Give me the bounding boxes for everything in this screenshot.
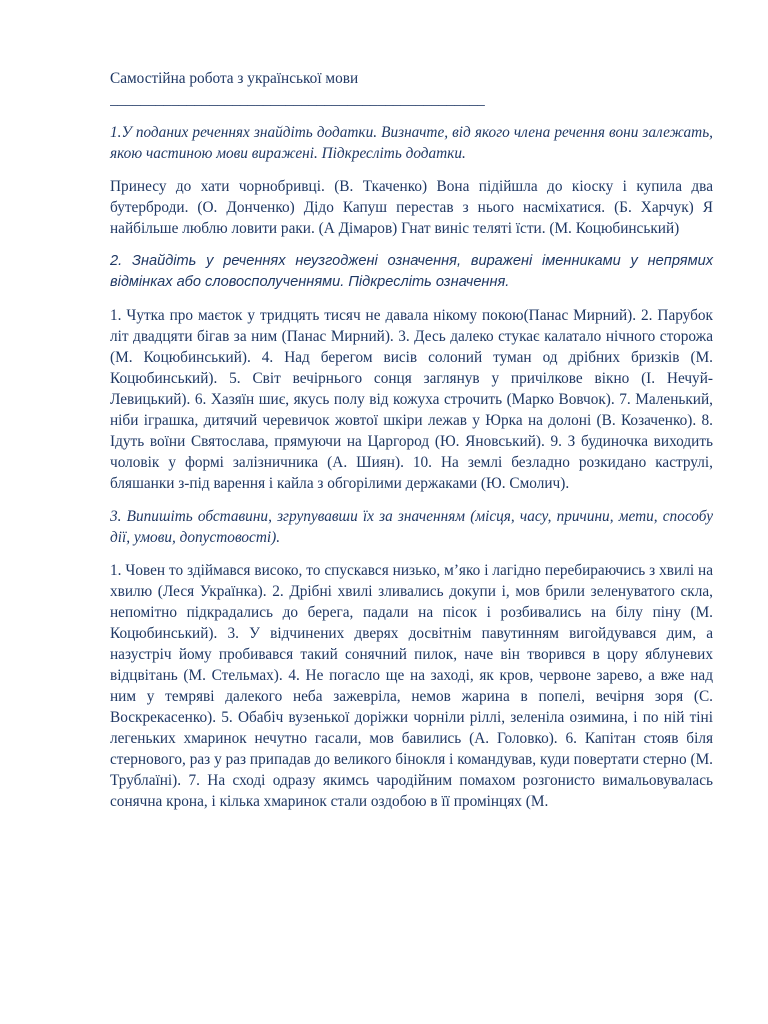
document-page (110, 68, 713, 824)
task-1-instruction: 1.У поданих реченнях знайдіть додатки. Визначте, від якого члена речення вони залежать, якою частиною мови виражені. Підкресліть додатки. (110, 124, 713, 162)
task-3-text: 1. Човен то здіймався високо, то спускався низько, м’яко і лагідно перебираючись з хвилі на хвилю (Леся Українка). 2. Дрібні хвилі зливались докупи і, мов брили зеленуватого скла, непомітно підкрадались до берега, падали на пісок і розбивались на білу піну (М. Коцюбинський). 3. У відчинених дверях досвітнім павутинням вигойдувався дим, а назустріч йому пробивався такий сонячний пилок, наче він творився в цору яблуневих відцвітань (М. Стельмах). 4. Не погасло ще на заході, як кров, червоне зарево, а вже над ним у темряві далекого неба зажевріла, немов жарина в попелі, вечірня зоря (С. Воскрекасенко). 5. Обабіч вузенької доріжки чорніли ріллі, зеленіла озимина, і по ній тіні легеньких хмаринок нечутно гасали, мов бавились (А. Головко). 6. Капітан стояв біля стернового, раз у раз припадав до великого бінокля і командував, куди повертати стерно (М. Трублаїні). 7. На сході одразу якимсь чародійним помахом розгонисто вимальовувалась сонячна крона, і кілька хмаринок стали оздобою в її промінцях (М. (110, 562, 713, 810)
task-2-text: 1. Чутка про маєток у тридцять тисяч не давала нікому покою(Панас Мирний). 2. Парубок літ двадцяти бігав за ним (Панас Мирний). 3. Десь далеко стукає калатало нічного сторожа (М. Коцюбинський). 4. Над берегом висів солоний туман од дрібних бризків (М. Коцюбинський). 5. Світ вечірнього сонця заглянув у причілкове вікно (І. Нечуй-Левицький). 6. Хазяїн шиє, якусь полу від кожуха строчить (Марко Вовчок). 7. Маленький, ніби іграшка, дитячий черевичок жовтої шкіри лежав у Юрка на долоні (В. Козаченко). 8. Ідуть воїни Святослава, прямуючи на Царгород (Ю. Яновський). 9. З будиночка виходить чоловік у формі залізничника (А. Шиян). 10. На землі безладно розкидано каструлі, бляшанки з-під варення і кайла з обгорілими держаками (Ю. Смолич). (110, 307, 713, 492)
task-1-text: Принесу до хати чорнобривці. (В. Ткаченко) Вона підійшла до кіоску і купила два бутерброди. (О. Донченко) Дідо Капуш перестав з нього насміхатися. (Б. Харчук) Я найбільше люблю ловити раки. (А Дімаров) Гнат виніс теляті їсти. (М. Коцюбинський) (110, 178, 713, 237)
document-title: Самостійна робота з української мови (110, 70, 359, 87)
task-2-instruction: 2. Знайдіть у реченнях неузгоджені означення, виражені іменниками у непрямих відмінках або словосполученнями. Підкресліть означення. (110, 253, 713, 290)
title-underline: _________________________________________________ (110, 91, 485, 108)
task-3-instruction: 3. Випишіть обставини, згрупувавши їх за значенням (місця, часу, причини, мети, способу дії, умови, допустовості). (110, 508, 713, 546)
